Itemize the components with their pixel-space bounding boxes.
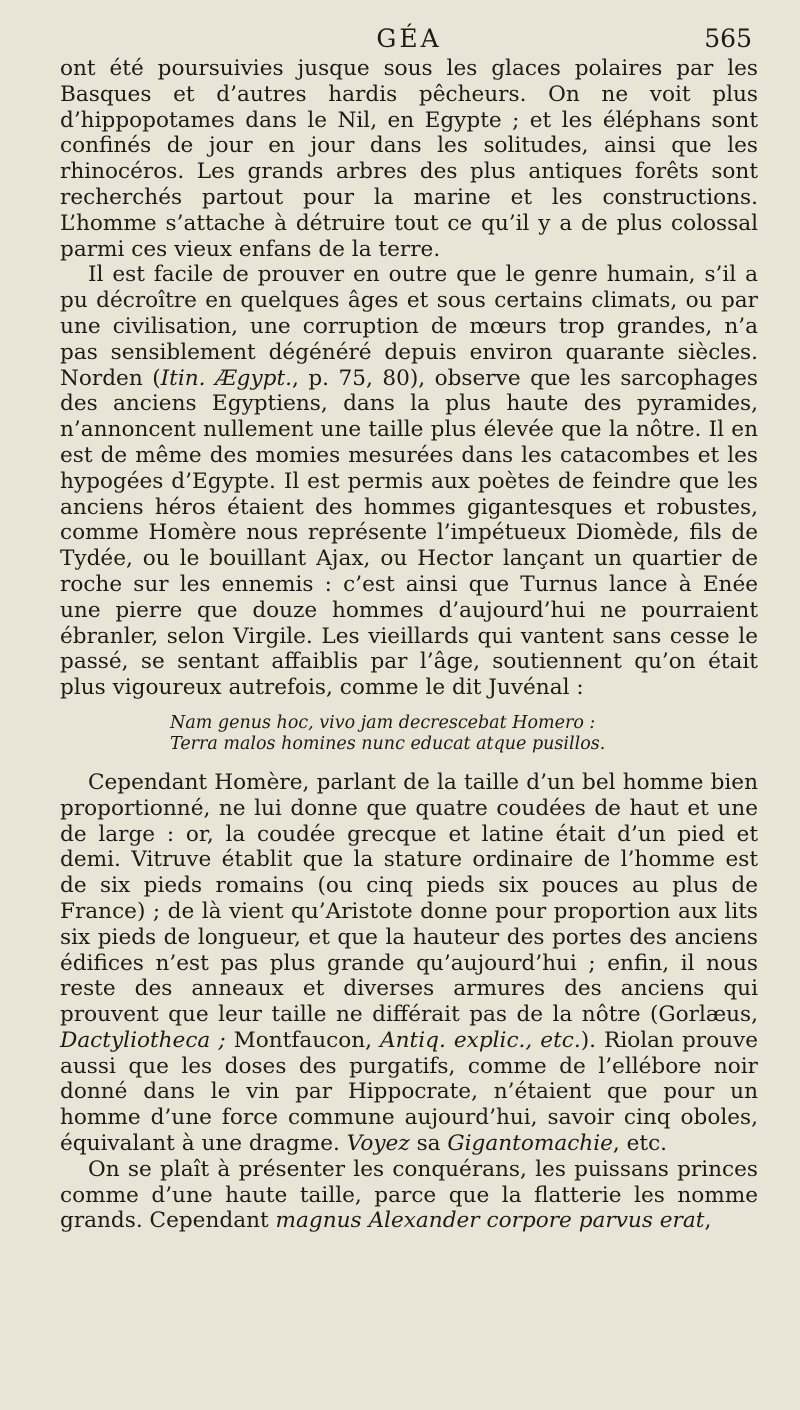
latin-phrase: magnus Alexander corpore parvus erat <box>275 1208 705 1234</box>
paragraph-3-text-i: , etc. <box>612 1131 668 1157</box>
paragraph-3-text-a: Cependant Homère, parlant de la taille d’un bel homme bien proportionné, ne lui donne que quatre coudées de haut et une de large : or, la coudée grecque et latine était d’un pied et demi. Vitruve établit que la stature ordinaire de l’homme est de six pieds romains (ou cinq pieds six pouces au plus de France) ; de là vient qu’Aristote donne pour proportion aux lits six pieds de longueur, et que la hauteur des portes des anciens édifices n’est pas plus grande qu’aujourd’hui ; enfin, il nous reste des anneaux et diverses armures des anciens qui prouvent que leur taille ne différait pas de la nôtre (Gorlæus, <box>60 769 758 1028</box>
paragraph-2-text-a: Il est facile de prouver en outre que le genre humain, s’il a pu décroître en quelques âges et sous certains climats, ou par une civilisation, une corruption de mœurs trop grandes, n’a pas sensiblement dégénéré depuis environ quarante siècles. Norden ( <box>60 262 758 391</box>
quote-line-1: Nam genus hoc, vivo jam decrescebat Homero : <box>170 712 596 733</box>
paragraph-3-text-c: Montfaucon, <box>225 1027 381 1053</box>
citation-itin-aegypt: Itin. Ægypt. <box>160 365 293 391</box>
quote-line-2: Terra malos homines nunc educat atque pusillos. <box>170 733 606 754</box>
running-title: GÉA <box>376 24 442 53</box>
citation-dactyliotheca: Dactyliotheca ; <box>60 1027 226 1053</box>
paragraph-2 <box>60 262 758 701</box>
paragraph-4 <box>60 1157 758 1234</box>
paragraph-1: ont été poursuivies jusque sous les glaces polaires par les Basques et d’autres hardis pêcheurs. On ne voit plus d’hippopotames dans le Nil, en Egypte ; et les éléphans sont confinés de jour en jour dans les solitudes, ainsi que les rhinocéros. Les grands arbres des plus antiques forêts sont recherchés partout pour la marine et les constructions. L’homme s’attache à détruire tout ce qu’il y a de plus colossal parmi ces vieux enfans de la terre. <box>60 56 758 262</box>
body-text <box>60 56 758 1234</box>
page-number: 565 <box>704 24 752 53</box>
paragraph-3-text-g: sa <box>409 1131 448 1157</box>
cross-ref-gigantomachie: Gigantomachie <box>447 1131 613 1157</box>
paragraph-3-text-e: ). Riolan prouve aussi que les doses des purgatifs, comme de l’ellébore noir donné dans le vin par Hippocrate, n’étaient que pour un homme d’une force commune aujourd’hui, savoir cinq oboles, équivalant à une dragme. <box>60 1027 758 1157</box>
latin-quote <box>170 713 758 755</box>
page-header <box>60 0 758 56</box>
citation-antiq-explic: Antiq. explic., etc. <box>380 1027 581 1053</box>
paragraph-4-text-a: On se plaît à présenter les conquérans, les puissans princes comme d’une haute taille, parce que la flatterie les nomme grands. Cependant <box>60 1156 758 1234</box>
paragraph-3 <box>60 770 758 1157</box>
cross-ref-voyez: Voyez <box>346 1131 410 1157</box>
paragraph-2-text-c: , p. 75, 80), observe que les sarcophages des anciens Egyptiens, dans la plus haute des pyramides, n’annoncent nullement une taille plus élevée que la nôtre. Il en est de même des momies mesurées dans les catacombes et les hypogées d’Egypte. Il est permis aux poètes de feindre que les anciens héros étaient des hommes gigantesques et robustes, comme Homère nous représente l’impétueux Diomède, fils de Tydée, ou le bouillant Ajax, ou Hector lançant un quartier de roche sur les ennemis : c’est ainsi que Turnus lance à Enée une pierre que douze hommes d’aujourd’hui ne pourraient ébranler, selon Virgile. Les vieillards qui vantent sans cesse le passé, se sentant affaiblis par l’âge, soutiennent qu’on était plus vigoureux autrefois, comme le dit Juvénal : <box>60 365 758 701</box>
paragraph-4-text-c: , <box>704 1208 712 1234</box>
